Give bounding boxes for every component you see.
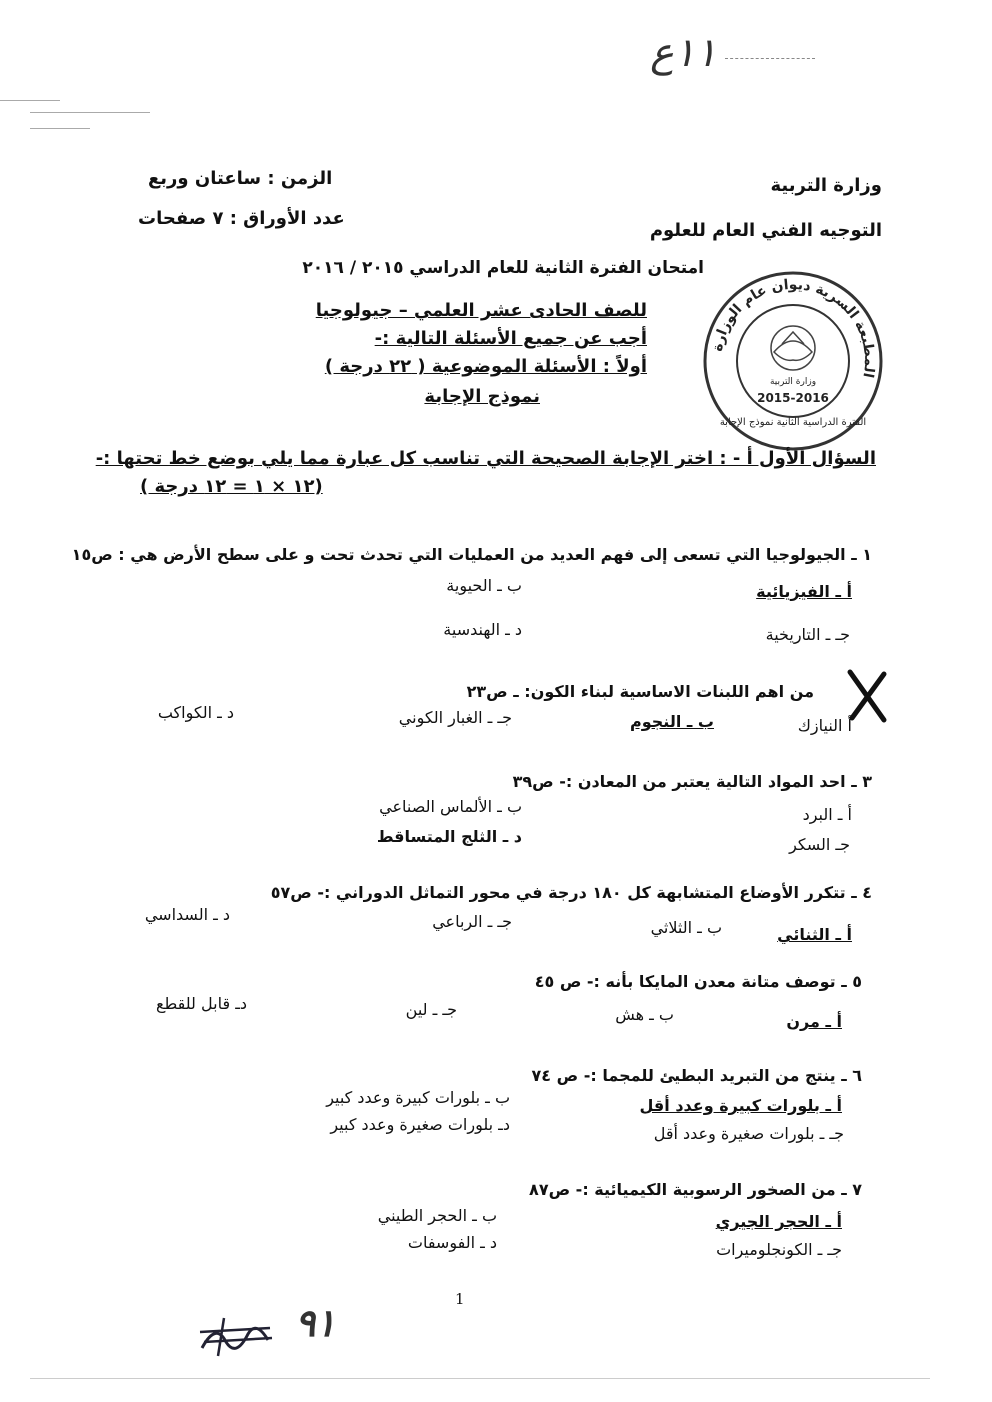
instruction: أجب عن جميع الأسئلة التالية :- (374, 328, 647, 349)
item-3-option-a: أ ـ البرد (802, 805, 852, 824)
ministry-seal (702, 270, 884, 452)
seal-outer-text: المطبعة السرية ديوان عام الوزارة (709, 276, 878, 380)
item-7-option-c: جـ ـ الكونجلوميرات (716, 1240, 842, 1259)
scan-line (725, 58, 815, 59)
question-one-heading: السؤال الأول أ - : اختر الإجابة الصحيحة التي تناسب كل عبارة مما يلي بوضع خط تحتها :- (95, 448, 876, 469)
item-4-option-b: ب ـ الثلاثي (650, 918, 722, 937)
item-7-option-d: د ـ الفوسفات (407, 1233, 497, 1252)
handwritten-scribble-icon (196, 1312, 276, 1360)
cross-mark-icon (846, 668, 888, 724)
item-3-option-b: ب ـ الألماس الصناعي (379, 797, 522, 816)
section-title: أولاً : الأسئلة الموضوعية ( ٢٢ درجة ) (324, 356, 647, 377)
scan-line (30, 128, 90, 129)
supervision-name: التوجيه الفني العام للعلوم (649, 220, 882, 241)
item-1-stem: ١ ـ الجيولوجيا التي تسعى إلى فهم العديد من العمليات التي تحدث تحت و على سطح الأرض هي : ص١٥ (71, 545, 872, 564)
item-1-option-d: د ـ الهندسية (443, 620, 522, 639)
exam-title: امتحان الفترة الثانية للعام الدراسي ٢٠١٥ / ٢٠١٦ (302, 258, 704, 278)
seal-ministry: وزارة التربية (769, 377, 817, 387)
item-1-option-b: ب ـ الحيوية (446, 576, 522, 595)
item-2-stem: من اهم اللبنات الاساسية لبناء الكون: ـ ص٢٣ (466, 682, 814, 701)
seal-inner-text: الفترة الدراسية الثانية نموذج الإجابة (719, 417, 867, 428)
page-count: عدد الأوراق : ٧ صفحات (138, 208, 345, 229)
item-3-stem: ٣ ـ احد المواد التالية يعتبر من المعادن :- ص٣٩ (512, 772, 872, 791)
item-6-option-c: جـ ـ بلورات صغيرة وعدد أقل (653, 1124, 844, 1143)
item-2-option-b: ب ـ النجوم (630, 712, 714, 731)
item-6-option-a: أ ـ بلورات كبيرة وعدد أقل (639, 1096, 842, 1115)
item-2-option-c: جـ ـ الغبار الكوني (398, 708, 512, 727)
ministry-name: وزارة التربية (770, 175, 882, 196)
item-2-option-d: د ـ الكواكب (157, 703, 234, 722)
page-number: 1 (455, 1290, 465, 1308)
item-6-option-b: ب ـ بلورات كبيرة وعدد كبير (326, 1088, 510, 1107)
handwritten-mark: ١١ع (650, 30, 717, 76)
item-5-stem: ٥ ـ توصف متانة معدن المايكا بأنه :- ص ٤٥ (534, 972, 862, 991)
item-6-stem: ٦ ـ ينتج من التبريد البطيئ للمجما :- ص ٧٤ (531, 1066, 862, 1085)
question-one-score: (١٢ × ١ = ١٢ درجة ) (140, 476, 323, 497)
scan-line (30, 1378, 930, 1379)
item-3-option-d: د ـ الثلج المتساقط (376, 827, 522, 846)
answer-model-label: نموذج الإجابة (424, 386, 540, 407)
item-5-option-b: ب ـ هش (615, 1005, 674, 1024)
item-7-option-b: ب ـ الحجر الطيني (377, 1206, 497, 1225)
item-3-option-c: جـ السكر (789, 835, 850, 854)
seal-years: 2015-2016 (757, 391, 829, 405)
item-1-option-c: جـ ـ التاريخية (765, 625, 850, 644)
item-1-option-a: أ ـ الفيزيائية (756, 582, 852, 601)
emblem-icon (771, 326, 815, 370)
item-4-option-d: د ـ السداسي (144, 905, 230, 924)
scan-line (30, 112, 150, 113)
item-5-option-d: دـ قابل للقطع (156, 994, 247, 1013)
item-5-option-c: جـ ـ لين (405, 1000, 457, 1019)
item-6-option-d: دـ بلورات صغيرة وعدد كبير (330, 1115, 510, 1134)
item-4-stem: ٤ ـ تتكرر الأوضاع المتشابهة كل ١٨٠ درجة في محور التماثل الدوراني :- ص٥٧ (270, 883, 872, 902)
item-4-option-c: جـ ـ الرباعي (432, 912, 512, 931)
item-7-stem: ٧ ـ من الصخور الرسوبية الكيميائية :- ص٨٧ (529, 1180, 862, 1199)
handwritten-score: ٩١ (295, 1300, 336, 1345)
item-5-option-a: أ ـ مرن (786, 1012, 842, 1031)
item-2-option-a: أ النيازك (797, 716, 852, 735)
scan-line (0, 100, 60, 101)
grade-subject: للصف الحادى عشر العلمي – جيولوجيا (315, 300, 647, 321)
item-7-option-a: أ ـ الحجر الجيري (715, 1212, 842, 1231)
exam-time: الزمن : ساعتان وربع (148, 168, 333, 189)
item-4-option-a: أ ـ الثنائي (777, 925, 852, 944)
